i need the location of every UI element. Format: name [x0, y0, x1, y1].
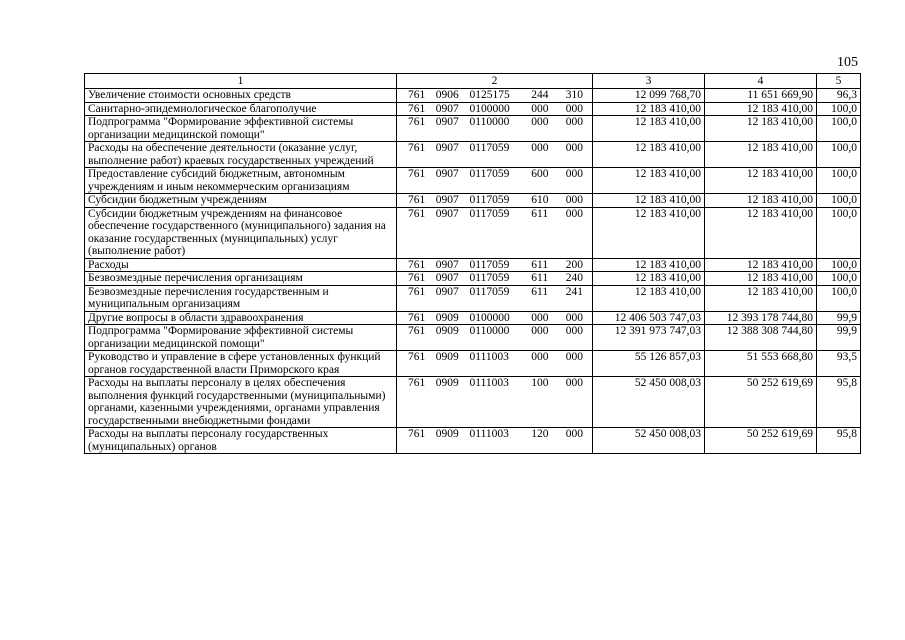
row-codes — [397, 194, 593, 208]
code-target: 0111003 — [469, 428, 509, 440]
code-target: 0117059 — [469, 258, 510, 271]
code-administrator: 761 — [408, 89, 426, 101]
code-section: 0907 — [435, 285, 459, 298]
code-administrator: 761 — [408, 351, 426, 363]
code-administrator: 761 — [408, 311, 426, 324]
row-plan-amount: 12 183 410,00 — [593, 258, 705, 272]
row-percent: 100,0 — [817, 272, 861, 286]
row-fact-amount: 12 393 178 744,80 — [705, 311, 817, 325]
row-codes — [397, 428, 593, 454]
code-target: 0110000 — [469, 116, 510, 128]
code-administrator: 761 — [408, 285, 426, 298]
code-administrator: 761 — [408, 325, 426, 337]
code-section: 0907 — [435, 102, 459, 115]
row-fact-amount: 12 388 308 744,80 — [705, 325, 817, 351]
code-target: 0117059 — [469, 142, 510, 154]
code-section: 0906 — [435, 89, 459, 101]
code-economic: 000 — [565, 168, 583, 180]
table-row — [85, 168, 861, 194]
row-codes — [397, 351, 593, 377]
table-row — [85, 325, 861, 351]
table-row — [85, 351, 861, 377]
row-codes — [397, 258, 593, 272]
row-plan-amount: 12 183 410,00 — [593, 272, 705, 286]
row-fact-amount: 50 252 619,69 — [705, 428, 817, 454]
code-target: 0100000 — [469, 311, 510, 324]
row-codes — [397, 272, 593, 286]
code-economic: 000 — [565, 116, 583, 128]
code-economic: 240 — [565, 272, 583, 284]
row-percent: 100,0 — [817, 102, 861, 116]
table-row — [85, 258, 861, 272]
row-fact-amount: 12 183 410,00 — [705, 102, 817, 116]
table-row — [85, 194, 861, 208]
code-expense-type: 000 — [531, 142, 549, 154]
code-economic: 000 — [565, 325, 583, 337]
code-expense-type: 600 — [531, 168, 549, 180]
table-row — [85, 207, 861, 258]
row-codes — [397, 168, 593, 194]
code-administrator: 761 — [408, 194, 426, 206]
row-plan-amount: 55 126 857,03 — [593, 351, 705, 377]
row-plan-amount: 12 183 410,00 — [593, 194, 705, 208]
code-administrator: 761 — [408, 168, 426, 180]
row-fact-amount: 12 183 410,00 — [705, 142, 817, 168]
row-codes — [397, 89, 593, 103]
code-section: 0907 — [435, 142, 459, 154]
table-row — [85, 272, 861, 286]
row-fact-amount: 12 183 410,00 — [705, 194, 817, 208]
row-description: Руководство и управление в сфере установленных функций органов государственной власти Приморского края — [85, 351, 397, 377]
code-expense-type: 000 — [531, 116, 549, 128]
table-row — [85, 377, 861, 428]
code-economic: 000 — [565, 351, 583, 363]
row-plan-amount: 12 391 973 747,03 — [593, 325, 705, 351]
row-fact-amount: 11 651 669,90 — [705, 89, 817, 103]
row-percent: 99,9 — [817, 325, 861, 351]
code-expense-type: 000 — [531, 102, 549, 115]
row-codes — [397, 285, 593, 311]
row-fact-amount: 12 183 410,00 — [705, 258, 817, 272]
code-administrator: 761 — [408, 258, 426, 271]
code-target: 0125175 — [469, 89, 510, 101]
row-description: Расходы на обеспечение деятельности (оказание услуг, выполнение работ) краевых государственных учреждений — [85, 142, 397, 168]
code-economic: 000 — [565, 194, 583, 206]
table-body — [85, 89, 861, 454]
code-expense-type: 611 — [531, 285, 549, 298]
code-administrator: 761 — [408, 428, 426, 440]
table-row — [85, 116, 861, 142]
code-target: 0117059 — [469, 272, 510, 284]
code-administrator: 761 — [408, 377, 426, 389]
code-target: 0111003 — [469, 377, 509, 389]
row-plan-amount: 12 183 410,00 — [593, 102, 705, 116]
row-description: Субсидии бюджетным учреждениям — [85, 194, 397, 208]
row-percent: 100,0 — [817, 168, 861, 194]
row-codes — [397, 311, 593, 325]
row-fact-amount: 12 183 410,00 — [705, 116, 817, 142]
code-expense-type: 610 — [531, 194, 549, 206]
header-cell-3: 3 — [593, 74, 705, 89]
code-economic: 310 — [565, 89, 583, 101]
row-percent: 100,0 — [817, 258, 861, 272]
header-cell-5: 5 — [817, 74, 861, 89]
row-percent: 95,8 — [817, 377, 861, 428]
header-cell-4: 4 — [705, 74, 817, 89]
row-percent: 93,5 — [817, 351, 861, 377]
code-expense-type: 244 — [531, 89, 549, 101]
row-codes — [397, 325, 593, 351]
row-percent: 99,9 — [817, 311, 861, 325]
table-row — [85, 89, 861, 103]
row-percent: 100,0 — [817, 207, 861, 258]
code-target: 0117059 — [469, 207, 510, 220]
table-row — [85, 311, 861, 325]
code-expense-type: 120 — [531, 428, 549, 440]
row-fact-amount: 12 183 410,00 — [705, 207, 817, 258]
code-target: 0110000 — [469, 325, 510, 337]
row-percent: 95,8 — [817, 428, 861, 454]
row-codes — [397, 377, 593, 428]
row-codes — [397, 116, 593, 142]
code-expense-type: 611 — [531, 207, 549, 220]
code-section: 0909 — [435, 325, 459, 337]
code-expense-type: 611 — [531, 272, 549, 284]
code-economic: 000 — [565, 377, 583, 389]
code-section: 0907 — [435, 207, 459, 220]
header-cell-2: 2 — [397, 74, 593, 89]
code-expense-type: 000 — [531, 311, 549, 324]
code-expense-type: 000 — [531, 325, 549, 337]
table-row — [85, 102, 861, 116]
row-fact-amount: 50 252 619,69 — [705, 377, 817, 428]
code-section: 0907 — [435, 116, 459, 128]
code-economic: 200 — [565, 258, 583, 271]
row-description: Увеличение стоимости основных средств — [85, 89, 397, 103]
row-fact-amount: 12 183 410,00 — [705, 285, 817, 311]
code-administrator: 761 — [408, 102, 426, 115]
row-percent: 100,0 — [817, 194, 861, 208]
code-target: 0117059 — [469, 168, 510, 180]
row-percent: 100,0 — [817, 116, 861, 142]
table-row — [85, 285, 861, 311]
row-plan-amount: 52 450 008,03 — [593, 428, 705, 454]
code-section: 0907 — [435, 194, 459, 206]
row-plan-amount: 12 099 768,70 — [593, 89, 705, 103]
code-section: 0907 — [435, 258, 459, 271]
row-plan-amount: 12 183 410,00 — [593, 116, 705, 142]
code-administrator: 761 — [408, 272, 426, 284]
row-fact-amount: 12 183 410,00 — [705, 168, 817, 194]
row-description: Подпрограмма "Формирование эффективной системы организации медицинской помощи" — [85, 325, 397, 351]
code-economic: 000 — [565, 428, 583, 440]
row-description: Другие вопросы в области здравоохранения — [85, 311, 397, 325]
row-description: Расходы — [85, 258, 397, 272]
row-fact-amount: 12 183 410,00 — [705, 272, 817, 286]
row-plan-amount: 12 406 503 747,03 — [593, 311, 705, 325]
code-economic: 241 — [565, 285, 583, 298]
row-codes — [397, 142, 593, 168]
code-administrator: 761 — [408, 207, 426, 220]
row-description: Подпрограмма "Формирование эффективной системы организации медицинской помощи" — [85, 116, 397, 142]
code-economic: 000 — [565, 207, 583, 220]
row-percent: 96,3 — [817, 89, 861, 103]
code-expense-type: 611 — [531, 258, 549, 271]
code-section: 0909 — [435, 428, 459, 440]
code-target: 0117059 — [469, 194, 510, 206]
code-section: 0909 — [435, 377, 459, 389]
table-row — [85, 428, 861, 454]
row-description: Расходы на выплаты персоналу в целях обеспечения выполнения функций государственными (муниципальными) органами, казенными учреждениями, органами управления государственными внебюджетными фондами — [85, 377, 397, 428]
code-target: 0117059 — [469, 285, 510, 298]
code-section: 0909 — [435, 311, 459, 324]
code-expense-type: 100 — [531, 377, 549, 389]
row-description: Субсидии бюджетным учреждениям на финансовое обеспечение государственного (муниципального) задания на оказание государственных (муниципальных) услуг (выполнение работ) — [85, 207, 397, 258]
row-plan-amount: 12 183 410,00 — [593, 142, 705, 168]
row-description: Санитарно-эпидемиологическое благополучие — [85, 102, 397, 116]
row-description: Предоставление субсидий бюджетным, автономным учреждениям и иным некоммерческим организациям — [85, 168, 397, 194]
row-fact-amount: 51 553 668,80 — [705, 351, 817, 377]
code-section: 0909 — [435, 351, 459, 363]
row-plan-amount: 12 183 410,00 — [593, 207, 705, 258]
row-percent: 100,0 — [817, 285, 861, 311]
table-row — [85, 142, 861, 168]
code-section: 0907 — [435, 272, 459, 284]
header-row — [85, 74, 861, 89]
budget-table — [84, 73, 861, 454]
header-cell-1: 1 — [85, 74, 397, 89]
code-expense-type: 000 — [531, 351, 549, 363]
row-description: Расходы на выплаты персоналу государственных (муниципальных) органов — [85, 428, 397, 454]
code-target: 0111003 — [469, 351, 509, 363]
code-economic: 000 — [565, 102, 583, 115]
code-economic: 000 — [565, 142, 583, 154]
page-number: 105 — [837, 55, 858, 70]
row-plan-amount: 52 450 008,03 — [593, 377, 705, 428]
code-economic: 000 — [565, 311, 583, 324]
row-codes — [397, 102, 593, 116]
row-percent: 100,0 — [817, 142, 861, 168]
code-target: 0100000 — [469, 102, 510, 115]
row-codes — [397, 207, 593, 258]
code-administrator: 761 — [408, 142, 426, 154]
row-plan-amount: 12 183 410,00 — [593, 168, 705, 194]
code-administrator: 761 — [408, 116, 426, 128]
code-section: 0907 — [435, 168, 459, 180]
row-description: Безвозмездные перечисления организациям — [85, 272, 397, 286]
row-description: Безвозмездные перечисления государственным и муниципальным организациям — [85, 285, 397, 311]
row-plan-amount: 12 183 410,00 — [593, 285, 705, 311]
